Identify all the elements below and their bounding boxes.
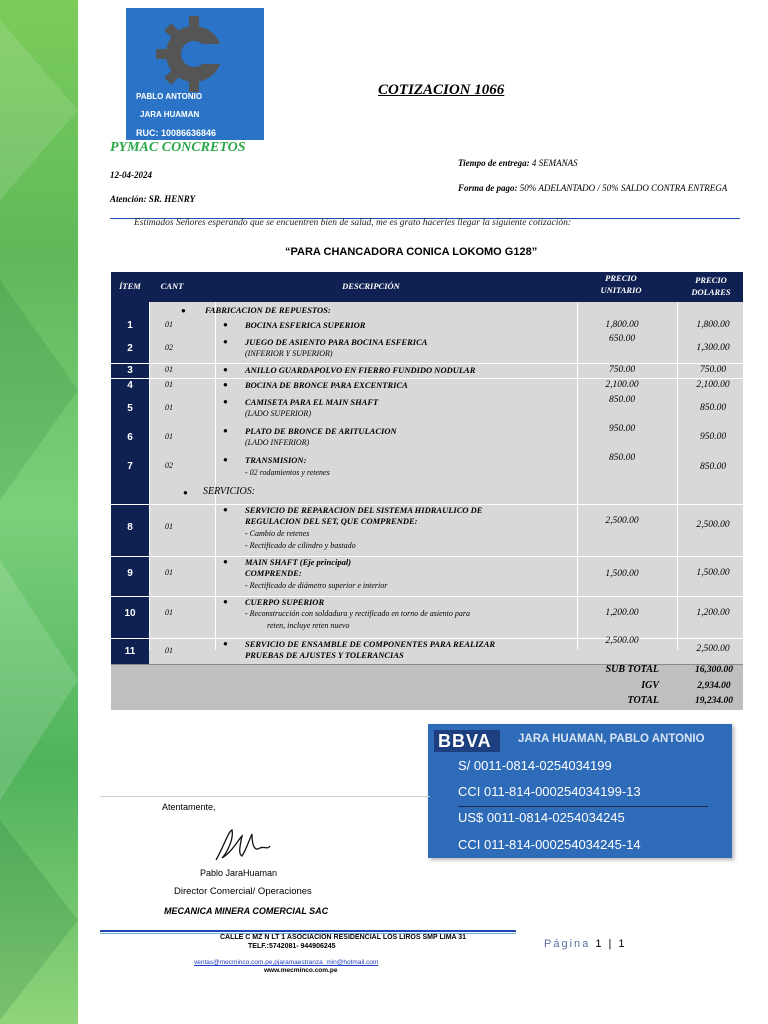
- footer-address: CALLE C MZ N LT 1 ASOCIACION RESIDENCIAL LOS LIROS SMP LIMA 31: [220, 934, 467, 941]
- company-logo: [126, 8, 264, 140]
- account-holder: JARA HUAMAN, PABLO ANTONIO: [518, 733, 705, 745]
- gear-c-logo-icon: [154, 14, 234, 94]
- logo-name-line2: JARA HUAMAN: [140, 110, 200, 119]
- subtotal-value: 16,300.00: [695, 665, 733, 675]
- page-number: Página 1 | 1: [544, 938, 627, 950]
- th-item: ÍTEM: [119, 281, 141, 291]
- section-servicios: SERVICIOS:: [203, 486, 256, 497]
- signer-name: Pablo JaraHuaman: [200, 868, 278, 878]
- igv-value: 2,934.00: [697, 681, 731, 691]
- logo-name-line1: PABLO ANTONIO: [136, 92, 203, 101]
- subtotal-label: SUB TOTAL: [605, 664, 659, 675]
- logo-ruc: RUC: 10086636846: [136, 128, 217, 138]
- signer-role: Director Comercial/ Operaciones: [174, 886, 312, 897]
- quote-subtitle: “PARA CHANCADORA CONICA LOKOMO G128”: [285, 246, 538, 258]
- footer-phone: TELF.:5742081- 944906245: [248, 943, 336, 950]
- account-soles: S/ 0011-0814-0254034199: [458, 758, 612, 773]
- cci-dollars: CCI 011-814-000254034245-14: [458, 837, 641, 852]
- signature-icon: [212, 826, 272, 866]
- section-repuestos: FABRICACION DE REPUESTOS:: [205, 305, 331, 315]
- total-value: 19,234.00: [695, 696, 733, 706]
- attention-line: Atención: SR. HENRY: [110, 194, 196, 204]
- side-decoration: [0, 0, 78, 1024]
- th-pd-1: PRECIO: [695, 275, 727, 285]
- document-title: COTIZACION 1066: [378, 82, 505, 98]
- th-pu-2: UNITARIO: [600, 285, 642, 295]
- client-company: PYMAC CONCRETOS: [110, 140, 246, 155]
- bank-logo: BBVA: [434, 730, 500, 752]
- account-dollars: US$ 0011-0814-0254034245: [458, 810, 625, 825]
- total-label: TOTAL: [627, 695, 659, 706]
- th-pu-1: PRECIO: [605, 273, 637, 283]
- intro-text: Estimados Señores esperando que se encuentren bien de salud, me es grato hacerles llegar la siguiente cotización:: [134, 218, 572, 228]
- th-desc: DESCRIPCIÓN: [342, 281, 400, 291]
- igv-label: IGV: [641, 680, 659, 691]
- footer-emails[interactable]: ventas@mecminco.com.pe,pjaramaestranza_min@hotmail.com: [194, 959, 379, 966]
- payment-terms: Forma de pago: 50% ADELANTADO / 50% SALDO CONTRA ENTREGA: [458, 183, 728, 193]
- th-cant: CANT: [160, 281, 184, 291]
- bank-details: [428, 724, 732, 858]
- document-date: 12-04-2024: [110, 170, 152, 180]
- signer-firm: MECANICA MINERA COMERCIAL SAC: [164, 906, 329, 916]
- delivery-time: Tiempo de entrega: 4 SEMANAS: [458, 158, 578, 168]
- table-header: [111, 272, 743, 302]
- th-pd-2: DOLARES: [691, 287, 731, 297]
- closing-greeting: Atentamente,: [162, 802, 216, 812]
- cci-soles: CCI 011-814-000254034199-13: [458, 784, 641, 799]
- footer-website[interactable]: www.mecminco.com.pe: [264, 967, 338, 974]
